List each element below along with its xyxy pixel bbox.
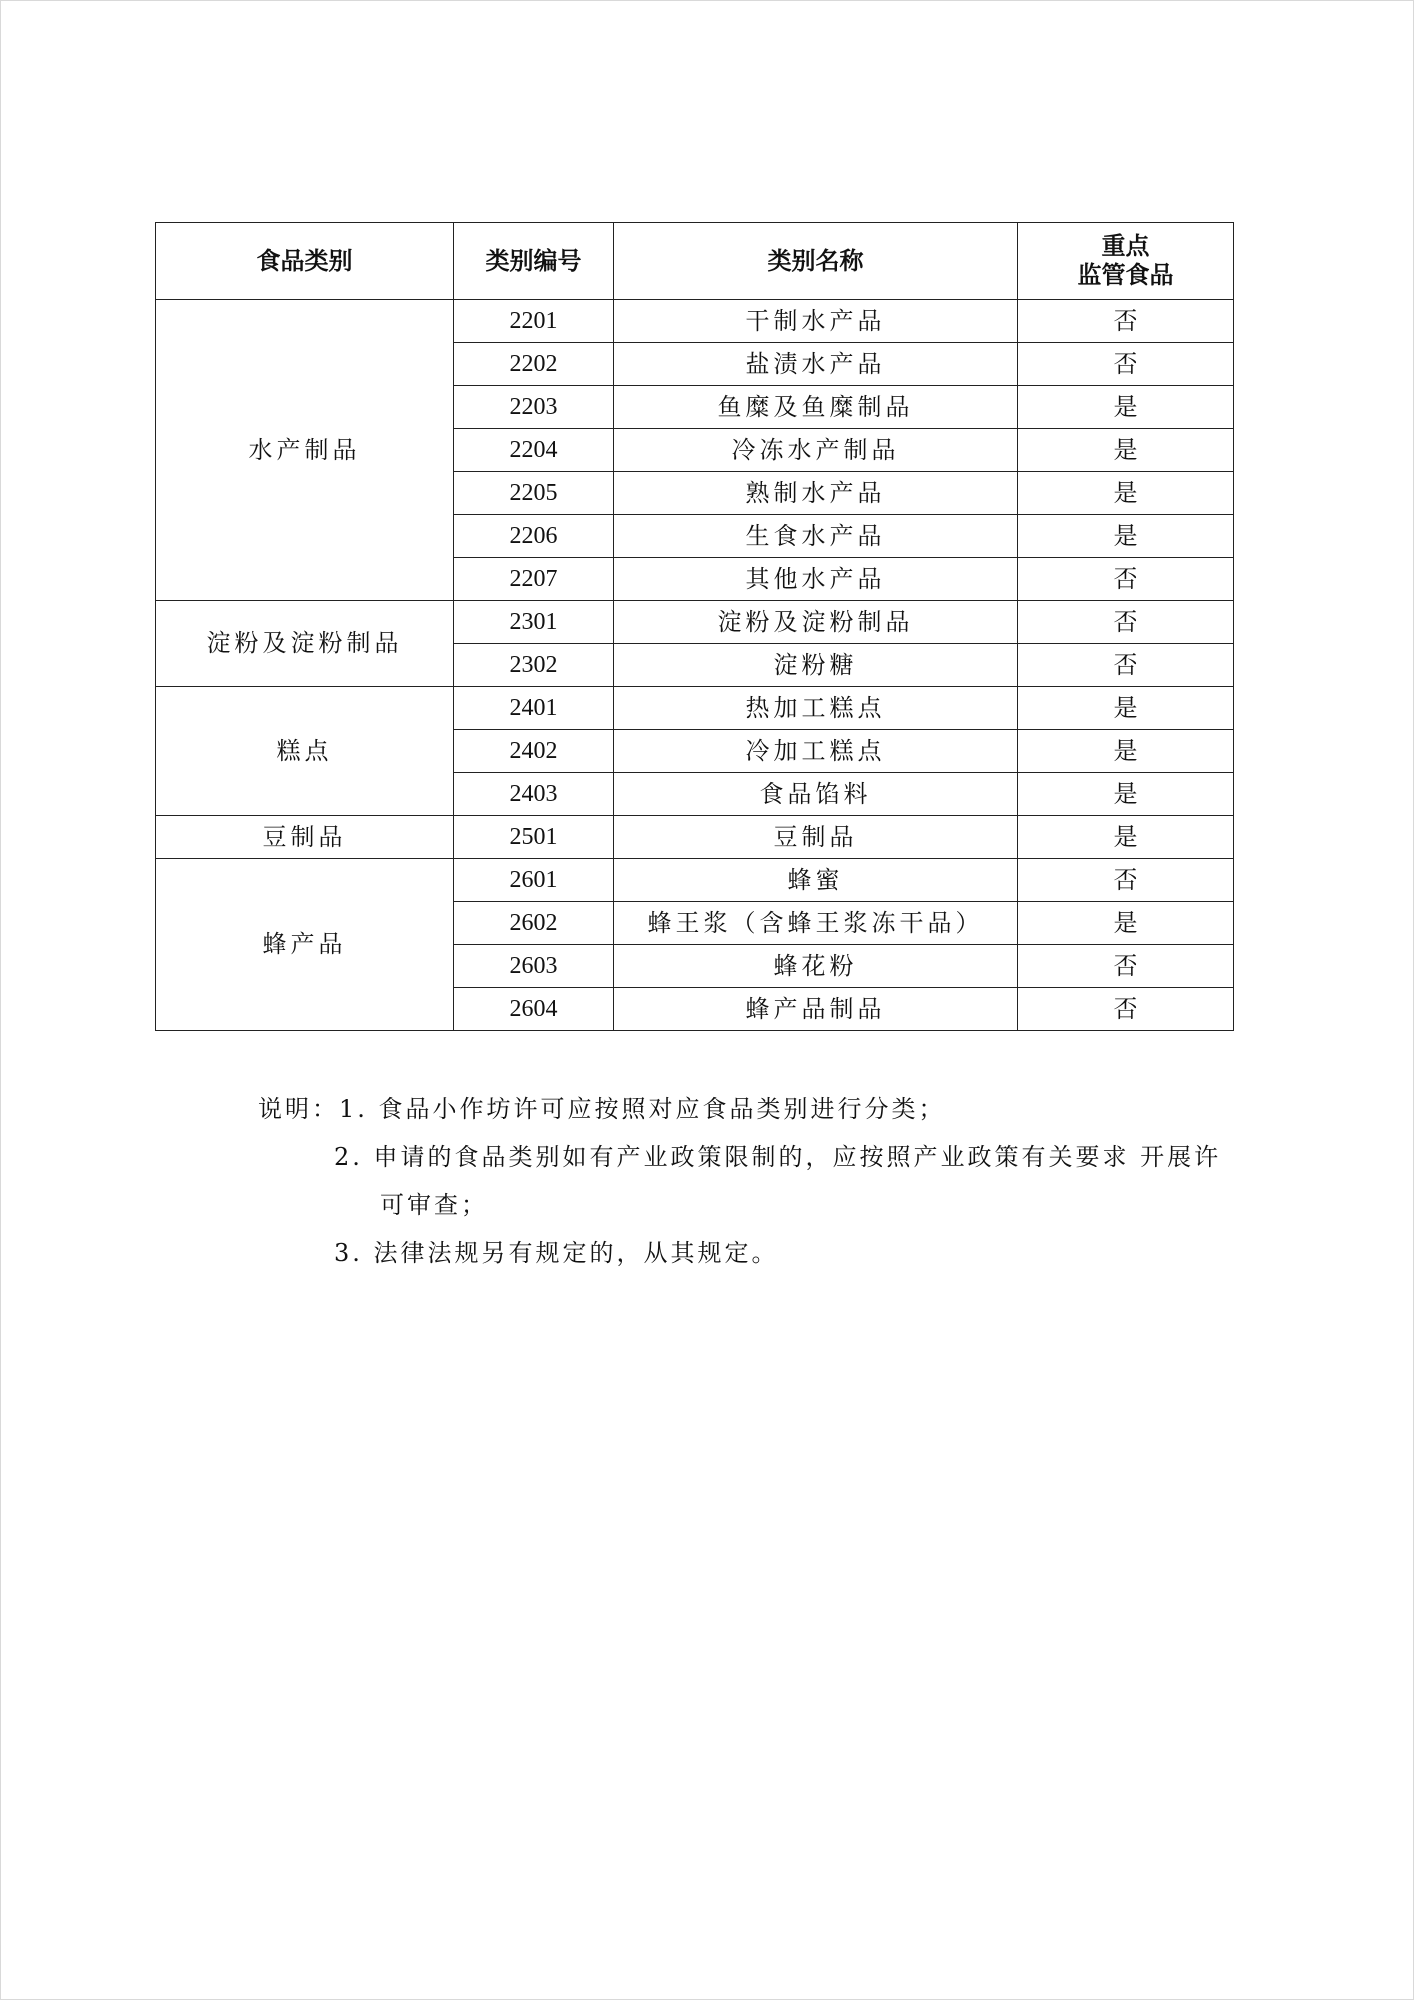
header-name: 类别名称 — [614, 223, 1018, 300]
header-key-supervision — [1018, 223, 1234, 300]
key-cell: 是 — [1018, 902, 1234, 945]
code-cell: 2202 — [454, 343, 614, 386]
key-cell: 是 — [1018, 773, 1234, 816]
key-cell: 是 — [1018, 515, 1234, 558]
code-cell: 2401 — [454, 687, 614, 730]
key-cell: 是 — [1018, 687, 1234, 730]
key-cell: 是 — [1018, 429, 1234, 472]
key-cell: 否 — [1018, 343, 1234, 386]
name-cell: 蜂蜜 — [614, 859, 1018, 902]
category-cell: 豆制品 — [156, 816, 454, 859]
code-cell: 2603 — [454, 945, 614, 988]
note-line-2: 2. 申请的食品类别如有产业政策限制的，应按照产业政策有关要求 开展许 — [334, 1143, 1222, 1171]
notes-section — [258, 1085, 1222, 1277]
name-cell: 豆制品 — [614, 816, 1018, 859]
name-cell: 蜂花粉 — [614, 945, 1018, 988]
category-cell: 淀粉及淀粉制品 — [156, 601, 454, 687]
name-cell: 干制水产品 — [614, 300, 1018, 343]
code-cell: 2205 — [454, 472, 614, 515]
name-cell: 其他水产品 — [614, 558, 1018, 601]
key-cell: 否 — [1018, 945, 1234, 988]
name-cell: 生食水产品 — [614, 515, 1018, 558]
code-cell: 2604 — [454, 988, 614, 1031]
code-cell: 2302 — [454, 644, 614, 687]
key-cell: 否 — [1018, 644, 1234, 687]
category-cell: 糕点 — [156, 687, 454, 816]
code-cell: 2402 — [454, 730, 614, 773]
header-category: 食品类别 — [156, 223, 454, 300]
note-line-1: 说明：1. 食品小作坊许可应按照对应食品类别进行分类； — [258, 1095, 946, 1123]
table-row — [156, 300, 1234, 343]
code-cell: 2204 — [454, 429, 614, 472]
key-cell: 是 — [1018, 472, 1234, 515]
code-cell: 2301 — [454, 601, 614, 644]
code-cell: 2602 — [454, 902, 614, 945]
key-cell: 否 — [1018, 859, 1234, 902]
name-cell: 熟制水产品 — [614, 472, 1018, 515]
header-key-line2: 监管食品 — [1077, 261, 1174, 289]
key-cell: 否 — [1018, 988, 1234, 1031]
category-cell: 水产制品 — [156, 300, 454, 601]
table-row — [156, 687, 1234, 730]
name-cell: 冷加工糕点 — [614, 730, 1018, 773]
table-row — [156, 816, 1234, 859]
code-cell: 2201 — [454, 300, 614, 343]
name-cell: 淀粉及淀粉制品 — [614, 601, 1018, 644]
key-cell: 否 — [1018, 601, 1234, 644]
name-cell: 淀粉糖 — [614, 644, 1018, 687]
code-cell: 2601 — [454, 859, 614, 902]
food-category-table — [155, 222, 1234, 1031]
category-cell: 蜂产品 — [156, 859, 454, 1031]
table-header-row — [156, 223, 1234, 300]
name-cell: 蜂产品制品 — [614, 988, 1018, 1031]
header-key-line1: 重点 — [1101, 232, 1150, 261]
code-cell: 2203 — [454, 386, 614, 429]
name-cell: 盐渍水产品 — [614, 343, 1018, 386]
name-cell: 蜂王浆（含蜂王浆冻干品） — [614, 902, 1018, 945]
note-line-4: 3. 法律法规另有规定的，从其规定。 — [334, 1239, 779, 1267]
table-row — [156, 859, 1234, 902]
name-cell: 鱼糜及鱼糜制品 — [614, 386, 1018, 429]
table-row — [156, 601, 1234, 644]
name-cell: 冷冻水产制品 — [614, 429, 1018, 472]
code-cell: 2207 — [454, 558, 614, 601]
code-cell: 2501 — [454, 816, 614, 859]
key-cell: 是 — [1018, 730, 1234, 773]
code-cell: 2206 — [454, 515, 614, 558]
note-line-3: 可审查； — [380, 1191, 488, 1219]
key-cell: 否 — [1018, 300, 1234, 343]
name-cell: 食品馅料 — [614, 773, 1018, 816]
header-code: 类别编号 — [454, 223, 614, 300]
key-cell: 是 — [1018, 386, 1234, 429]
key-cell: 是 — [1018, 816, 1234, 859]
code-cell: 2403 — [454, 773, 614, 816]
key-cell: 否 — [1018, 558, 1234, 601]
name-cell: 热加工糕点 — [614, 687, 1018, 730]
